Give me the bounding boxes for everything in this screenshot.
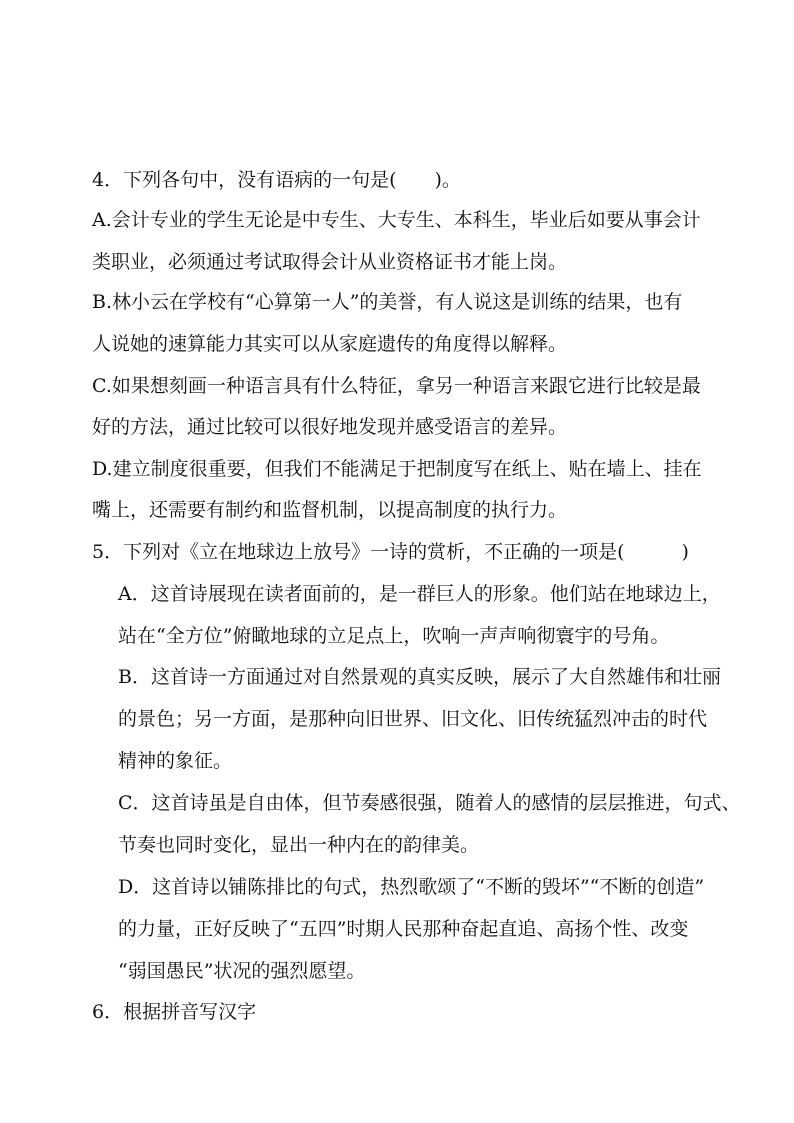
q4-option-d-line-2: 嘴上，还需要有制约和监督机制，以提高制度的执行力。 (92, 499, 568, 521)
q5-option-c-line-2: 节奏也同时变化，显出一种内在的韵律美。 (118, 834, 480, 856)
q5-option-b-line-3: 精神的象征。 (118, 750, 233, 772)
q4-option-b-line-2: 人说她的速算能力其实可以从家庭遗传的角度得以解释。 (92, 333, 568, 355)
question-6-stem: 6．根据拼音写汉字 (92, 1001, 257, 1023)
q5-option-c-line-1: C．这首诗虽是自由体，但节奏感很强，随着人的感情的层层推进，句式、 (118, 792, 741, 814)
q4-option-c-line-2: 好的方法，通过比较可以很好地发现并感受语言的差异。 (92, 416, 568, 438)
q5-option-b-line-2: 的景色；另一方面，是那种向旧世界、旧文化、旧传统猛烈冲击的时代 (118, 708, 708, 730)
q5-option-b-line-1: B．这首诗一方面通过对自然景观的真实反映，展示了大自然雄伟和壮丽 (118, 666, 721, 688)
q5-option-d-line-3: “弱国愚民”状况的强烈愿望。 (118, 960, 366, 982)
q5-option-d-line-2: 的力量，正好反映了“五四”时期人民那种奋起直追、高扬个性、改变 (118, 918, 689, 940)
question-4-stem: 4．下列各句中，没有语病的一句是( )。 (92, 169, 461, 191)
q4-option-a-line-1: A.会计专业的学生无论是中专生、大专生、本科生，毕业后如要从事会计 (92, 209, 701, 231)
q4-option-c-line-1: C.如果想刻画一种语言具有什么特征，拿另一种语言来跟它进行比较是最 (92, 375, 701, 397)
q4-option-b-line-1: B.林小云在学校有“心算第一人”的美誉，有人说这是训练的结果，也有 (92, 291, 683, 313)
q4-option-d-line-1: D.建立制度很重要，但我们不能满足于把制度写在纸上、贴在墙上、挂在 (92, 458, 702, 480)
q5-option-a-line-2: 站在“全方位”俯瞰地球的立足点上，吹响一声声响彻寰宇的号角。 (118, 625, 670, 647)
q5-option-a-line-1: A．这首诗展现在读者面前的，是一群巨人的形象。他们站在地球边上， (118, 583, 721, 605)
q5-option-d-line-1: D．这首诗以铺陈排比的句式，热烈歌颂了“不断的毁坏”“不断的创造” (118, 876, 705, 898)
question-5-stem: 5．下列对《立在地球边上放号》一诗的赏析，不正确的一项是( ) (92, 541, 689, 563)
q4-option-a-line-2: 类职业，必须通过考试取得会计从业资格证书才能上岗。 (92, 251, 568, 273)
